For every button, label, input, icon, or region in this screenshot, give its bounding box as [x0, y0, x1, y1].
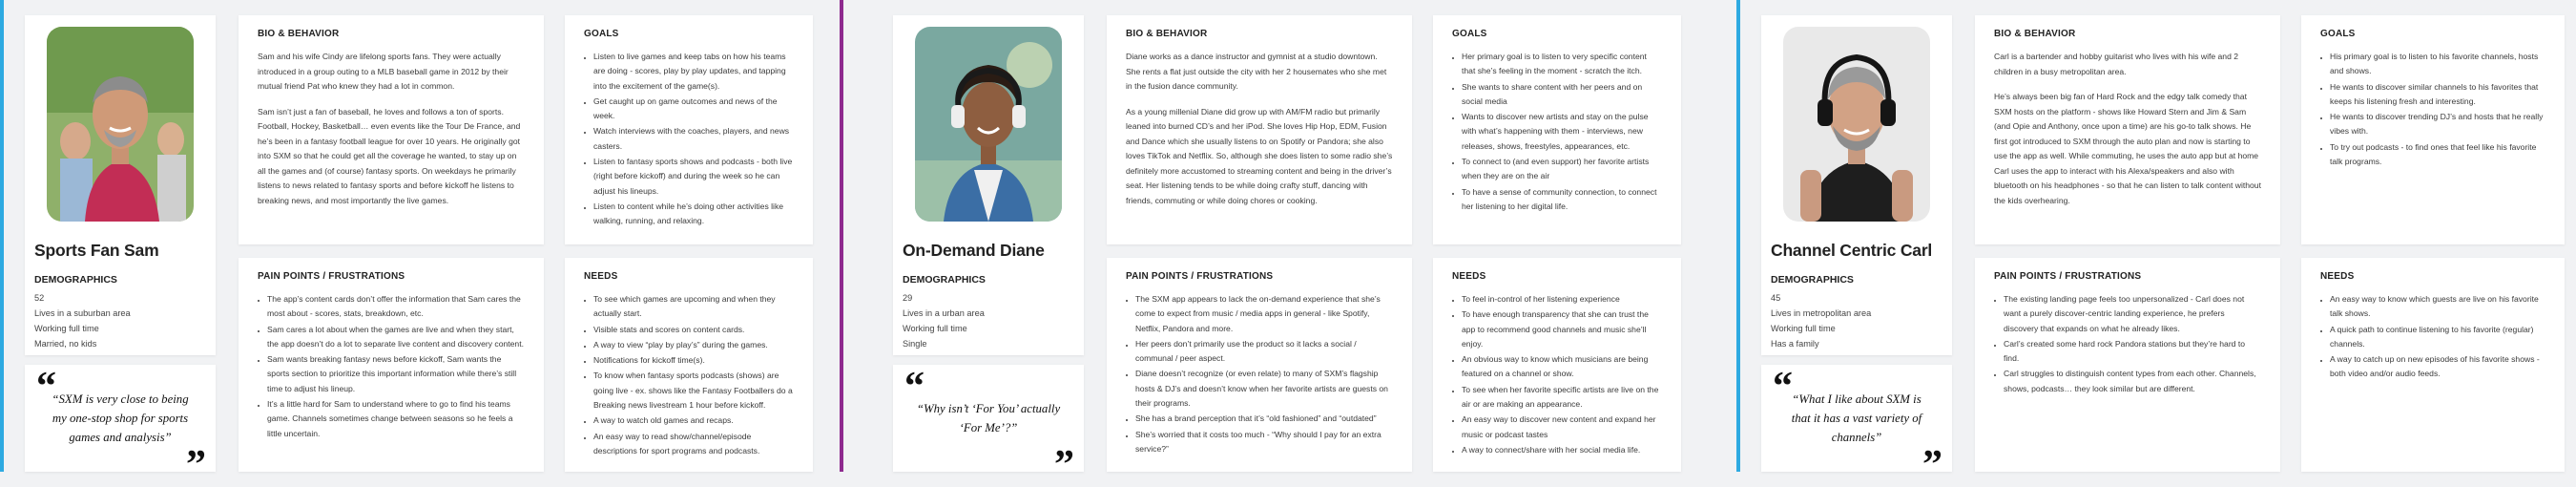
list-item: • An obvious way to know which musicians are being featured on a channel or show. — [1462, 352, 1662, 382]
demographic-location: Lives in metropolitan area — [1771, 308, 1872, 318]
list-item: • She wants to share content with her peers and on social media — [1462, 80, 1662, 110]
list-item: • Wants to discover new artists and stay on the pulse with what’s happening with them - interviews, new releases, shows, freestyles, appearances, etc. — [1462, 110, 1662, 154]
profile-card — [1761, 15, 1952, 355]
list-item: • Sam wants breaking fantasy news before kickoff, Sam wants the sports section to prioritize this important information while there’s still time to adjust his lineup. — [267, 352, 525, 396]
list-item: • It’s a little hard for Sam to understand where to go to find his teams game. Channels sometimes change between seasons so he feels a little uncertain. — [267, 397, 525, 441]
goals-heading: GOALS — [584, 29, 619, 39]
persona-quote: “Why isn’t ‘For You’ actually ‘For Me’?” — [916, 402, 1061, 434]
demographic-family: Single — [903, 339, 927, 349]
demographics-heading: DEMOGRAPHICS — [903, 274, 986, 286]
list-item: • The app’s content cards don’t offer the information that Sam cares the most about - scores, stats, breakdown, etc. — [267, 292, 525, 322]
list-item: • The existing landing page feels too unpersonalized - Carl does not want a purely discover-centric landing experience, he prefers discovery that expands on what he already likes. — [2004, 292, 2261, 336]
list-item: • To have a sense of community connection, to connect her listening to her digital life. — [1462, 185, 1662, 215]
pain-points-card — [1107, 258, 1412, 472]
man-headphones-photo — [1783, 27, 1930, 222]
list-item: • An easy way to know which guests are live on his favorite talk shows. — [2330, 292, 2545, 322]
pain-points-card — [1975, 258, 2280, 472]
list-item: • Diane doesn’t recognize (or even relate) to many of SXM’s flagship hosts & DJ’s and doesn’t know when her favorite artists are guests on their programs. — [1135, 367, 1393, 411]
demographic-work: Working full time — [1771, 324, 1836, 333]
bio-card — [1975, 15, 2280, 244]
list-item: • Visible stats and scores on content cards. — [593, 323, 794, 337]
list-item: • She’s worried that it costs too much - “Why should I pay for an extra service?” — [1135, 428, 1393, 457]
needs-heading: NEEDS — [2320, 271, 2355, 282]
close-quote-icon: ” — [1922, 443, 1942, 487]
list-item: • Notifications for kickoff time(s). — [593, 353, 794, 368]
bio-paragraph: Diane works as a dance instructor and gymnist at a studio downtown. She rents a flat just outside the city with her 2 housemates who she met in the fusion dance community. — [1126, 52, 1387, 91]
list-item: • To feel in-control of her listening experience — [1462, 292, 1662, 307]
list-item: • To have enough transparency that she can trust the app to recommend good channels and music she’ll enjoy. — [1462, 307, 1662, 351]
list-item: • Listen to live games and keep tabs on how his teams are doing - scores, play by play updates, and tapping into the excitement of the game(s). — [593, 50, 794, 94]
goals-card — [2301, 15, 2565, 244]
list-item: • To connect to (and even support) her favorite artists when they are on the air — [1462, 155, 1662, 184]
pain-points-heading: PAIN POINTS / FRUSTRATIONS — [1994, 271, 2142, 282]
demographics-heading: DEMOGRAPHICS — [1771, 274, 1854, 286]
list-item: • A way to view “play by play’s” during the games. — [593, 338, 794, 352]
needs-heading: NEEDS — [584, 271, 618, 282]
list-item: • To see when her favorite specific artists are live on the air or are making an appearance. — [1462, 383, 1662, 413]
persona-quote: “SXM is very close to being my one-stop shop for sports games and analysis” — [52, 392, 189, 444]
demographic-location: Lives in a suburban area — [34, 308, 131, 318]
list-item: • Watch interviews with the coaches, players, and news casters. — [593, 124, 794, 154]
goals-heading: GOALS — [2320, 29, 2356, 39]
list-item: • Carl’s created some hard rock Pandora stations but they’re hard to find. — [2004, 337, 2261, 367]
quote-card — [1761, 365, 1952, 487]
list-item: • She has a brand perception that it’s “old fashioned” and “outdated” — [1135, 412, 1393, 426]
needs-card — [2301, 258, 2565, 472]
bio-heading: BIO & BEHAVIOR — [258, 29, 340, 39]
demographic-work: Working full time — [34, 324, 99, 333]
close-quote-icon: ” — [186, 443, 206, 487]
list-item: • A way to connect/share with her social media life. — [1462, 443, 1662, 457]
list-item: • Her peers don’t primarily use the product so it lacks a social / communal / peer aspect. — [1135, 337, 1393, 367]
persona-name: On-Demand Diane — [903, 241, 1045, 260]
bio-card — [239, 15, 544, 244]
list-item: • Listen to content while he’s doing other activities like walking, running, and relaxing. — [593, 200, 794, 229]
profile-card — [25, 15, 216, 355]
divider-left — [0, 0, 4, 472]
demographic-family: Has a family — [1771, 339, 1819, 349]
pain-points-card — [239, 258, 544, 472]
bio-paragraph: He’s always been big fan of Hard Rock and the edgy talk comedy that SXM hosts on the platform - shows like Howard Stern and Jim & Sam (and Opie and Anthony, once upon a time) are his go-to talk shows. He first got introduced to SXM through the auto plan and now is starting to use the app as well. While commuting, he uses the auto app but at home Carl uses the app to interact with his Alexa/speakers and also with bluetooth on his headphones - so that he can listen to talk content without the kids overhearing. — [1994, 92, 2261, 205]
demographic-age: 29 — [903, 293, 913, 303]
persona-name: Channel Centric Carl — [1771, 241, 1933, 260]
persona-name: Sports Fan Sam — [34, 241, 159, 260]
needs-card — [565, 258, 813, 472]
goals-card — [565, 15, 813, 244]
open-quote-icon: “ — [904, 365, 924, 409]
bio-card — [1107, 15, 1412, 244]
bio-paragraph: Carl is a bartender and hobby guitarist who lives with his wife and 2 children in a busy metropolitan area. — [1994, 52, 2239, 76]
needs-card — [1433, 258, 1681, 472]
list-item: • Sam cares a lot about when the games are live and when they start, the app doesn’t do a lot to separate live content and discovery content. — [267, 323, 525, 352]
list-item: • He wants to discover trending DJ’s and hosts that he really vibes with. — [2330, 110, 2545, 139]
list-item: • An easy way to discover new content and expand her music or podcast tastes — [1462, 413, 1662, 442]
persona-quote: “What I like about SXM is that it has a vast variety of channels” — [1791, 392, 1922, 444]
list-item: • Carl struggles to distinguish content types from each other. Channels, shows, podcasts… they look similar but are different. — [2004, 367, 2261, 396]
quote-card — [25, 365, 216, 487]
list-item: • The SXM app appears to lack the on-demand experience that she’s come to expect from music / media apps in general - like Spotify, Netflix, Pandora and more. — [1135, 292, 1393, 336]
list-item: • A way to watch old games and recaps. — [593, 413, 794, 428]
profile-card — [893, 15, 1084, 355]
demographics-heading: DEMOGRAPHICS — [34, 274, 117, 286]
list-item: • To know when fantasy sports podcasts (shows) are going live - ex. shows like the Fantasy Footballers do a Breaking news livestream 1 hour before kickoff. — [593, 369, 794, 413]
woman-headphones-photo — [915, 27, 1062, 222]
bio-heading: BIO & BEHAVIOR — [1126, 29, 1208, 39]
bio-heading: BIO & BEHAVIOR — [1994, 29, 2076, 39]
divider-right — [1736, 0, 1740, 472]
demographic-age: 45 — [1771, 293, 1781, 303]
goals-heading: GOALS — [1452, 29, 1487, 39]
demographic-age: 52 — [34, 293, 45, 303]
list-item: • Get caught up on game outcomes and news of the week. — [593, 95, 794, 124]
demographic-family: Married, no kids — [34, 339, 97, 349]
list-item: • A quick path to continue listening to his favorite (regular) channels. — [2330, 323, 2545, 352]
list-item: • He wants to discover similar channels to his favorites that keeps his listening fresh and interesting. — [2330, 80, 2545, 110]
list-item: • Listen to fantasy sports shows and podcasts - both live (right before kickoff) and during the week so he can adjust his lineups. — [593, 155, 794, 199]
list-item: • Her primary goal is to listen to very specific content that she’s feeling in the moment - scratch the itch. — [1462, 50, 1662, 79]
demographic-location: Lives in a urban area — [903, 308, 985, 318]
pain-points-heading: PAIN POINTS / FRUSTRATIONS — [1126, 271, 1274, 282]
list-item: • His primary goal is to listen to his favorite channels, hosts and shows. — [2330, 50, 2545, 79]
open-quote-icon: “ — [1773, 365, 1793, 409]
pain-points-heading: PAIN POINTS / FRUSTRATIONS — [258, 271, 405, 282]
open-quote-icon: “ — [36, 365, 56, 409]
list-item: • A way to catch up on new episodes of his favorite shows - both video and/or audio feeds. — [2330, 352, 2545, 382]
demographic-work: Working full time — [903, 324, 967, 333]
bio-paragraph: Sam and his wife Cindy are lifelong sports fans. They were actually introduced in a group outing to a MLB baseball game in 2012 by their mutual friend Pat who knew they had a lot in common. — [258, 52, 509, 91]
quote-card — [893, 365, 1084, 487]
man-running-photo — [47, 27, 194, 222]
needs-heading: NEEDS — [1452, 271, 1486, 282]
bio-paragraph: Sam isn’t just a fan of baseball, he loves and follows a ton of sports. Football, Hockey, Basketball… even events like the Tour De France, and he’s been in a fantasy football league for over 10 years. He originally got into SXM so that he could get all the coverage he wanted, to stay up on all the games and (of course) fantasy sports. On weekdays he primarily listens to news related to fantasy sports and before kickoff he listens to breaking news, and most importantly the live games. — [258, 106, 521, 205]
close-quote-icon: ” — [1054, 443, 1074, 487]
list-item: • An easy way to read show/channel/episode descriptions for sport programs and podcasts. — [593, 430, 794, 459]
goals-card — [1433, 15, 1681, 244]
bio-paragraph: As a young millenial Diane did grow up with AM/FM radio but primarily leaned into burned CD’s and her iPod. She loves Hip Hop, EDM, Fusion and Dance which she usually listens to on Spotify or Pandora; she also loves TikTok and Netflix. So, although she does listen to some radio she’s definitely more accustomed to streaming content and being in the driver’s seat. Her listening tends to be while doing crafty stuff, dancing with friends, commuting or while doing chores or cooking. — [1126, 106, 1393, 205]
list-item: • To see which games are upcoming and when they actually start. — [593, 292, 794, 322]
divider-middle — [840, 0, 843, 472]
list-item: • To try out podcasts - to find ones that feel like his favorite talk programs. — [2330, 140, 2545, 170]
